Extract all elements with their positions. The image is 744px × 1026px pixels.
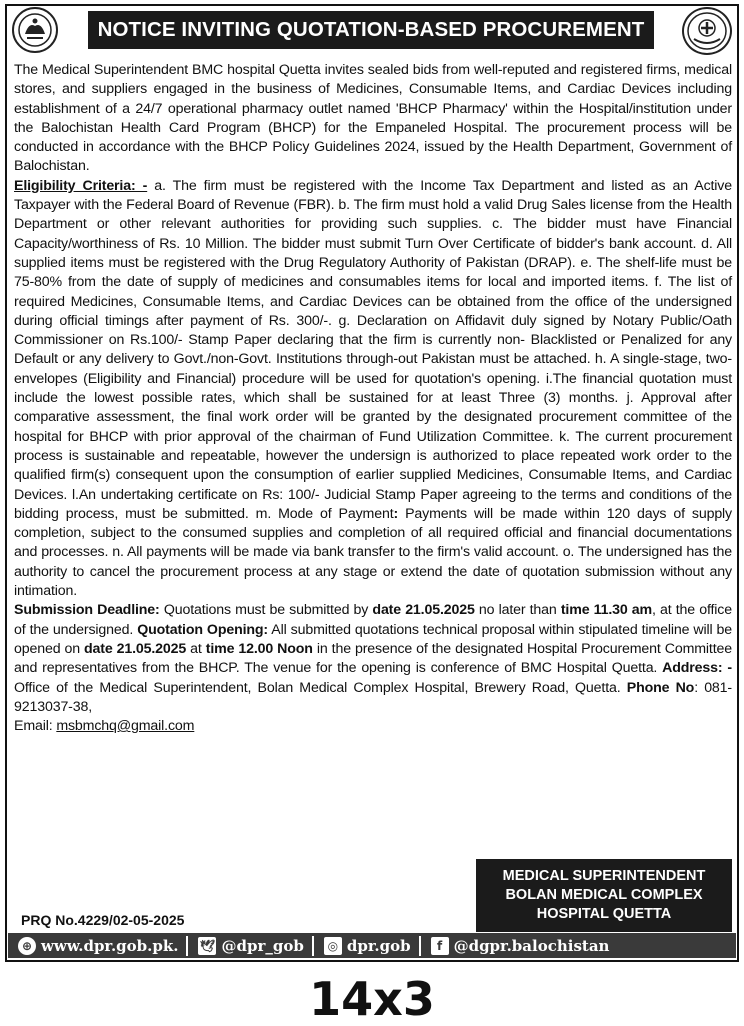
intro-paragraph: The Medical Superintendent BMC hospital Quetta invites sealed bids from well-reputed and registered firms, medical stores, and suppliers engaged in the business of Medicines, Consumable Items, and Cardiac Devices including establishment of a 24/7 operational pharmacy outlet named 'BHCP Pharmacy' within the Hospital/institution under the Balochistan Health Card Program (BHCP) for the Empaneled Hospital. The procurement process will be conducted in accordance with the BHCP Policy Guidelines 2024, issued by the Health Department, Government of Balochistan.	[14, 62, 732, 175]
notice-body	[14, 61, 732, 736]
instagram-icon: ◎	[324, 937, 342, 955]
twitter-icon: 🕊	[199, 938, 216, 953]
submission-label: Submission Deadline:	[14, 602, 160, 619]
health-department-emblem-icon	[682, 7, 732, 55]
facebook-item[interactable]: f @dgpr.balochistan	[431, 937, 610, 955]
facebook-icon: f	[431, 937, 449, 955]
opening-date: date 21.05.2025	[84, 640, 187, 657]
opening-label: Quotation Opening:	[137, 621, 268, 638]
eligibility-paragraph: Eligibility Criteria: - a. The firm must be registered with the Income Tax Department and listed as an Active Taxpayer with the Federal Board of Revenue (FBR). b. The firm must hold a valid Drug Sales license from the Health Department or other relevant authorities for providing such supplies. c. The bidder must have Financial Capacity/worthiness of Rs. 10 Million. The bidder must submit Turn Over Certificate of bidder's bank account. d. All supplied items must be registered with the Drug Regulatory Authority of Pakistan (DRAP). e. The shelf-life must be 75-80% from the date of supply of medicines and consumables items for local and imported items. f. The list of required Medicines, Consumable Items, and Cardiac Devices can be obtained from the office of the undersigned during official timings after payment of Rs. 300/-. g. Declaration on Affidavit duly signed by Notary Public/Oath Commissioner on Rs.100/- Stamp Paper declaring that the firm is currently non- Blacklisted or Penalized for any Default or any delivery to Govt./non-Govt. Institutions through-out Pakistan must be attached. h. A single-stage, two-envelopes (Eligibility and Financial) procedure will be used for quotation's opening. i.The financial quotation must include the lowest possible rates, which shall be sustained for at least Three (3) months. j. Approval after comparative assessment, the final work order will be granted by the designated procurement committee of the hospital for BHCP with prior approval of the chairman of Fund Utilization Committee. k. The current procurement process is sustainable and repeatable, however the undersign is authorized to place repeated work order to the qualified firm(s) consequent upon the consumption of earlier supplied Medicines, Consumable Items, and Cardiac Devices. l.An undertaking certificate on Rs: 100/- Judicial Stamp Paper agreeing to the terms and conditions of the bidding process, must be submitted. m. Mode of Payment: Payments will be made within 120 days of supply completion, subject to the consumed supplies and completion of all required official and financial documentations and processes. n. All payments will be made via bank transfer to the firm's valid account. o. The undersigned has the authority to cancel the procurement process at any stage or extend the date of quotation submission without any intimation. Submission Deadline: Quotations must be submitted by date 21.05.2025 no later than time 11.30 am, at the office of the undersigned. Quotation Opening: All submitted quotations technical proposal within stipulated timeline will be opened on date 21.05.2025 at time 12.00 Noon in the presence of the designated Hospital Procurement Committee and representatives from the BHCP. The venue for the opening is conference of BMC Hospital Quetta. Address: - Office of the Medical Superintendent, Bolan Medical Complex Hospital, Brewery Road, Quetta. Phone No: 081-9213037-38, Email: msbmchq@gmail.com	[14, 177, 733, 735]
divider	[419, 936, 421, 956]
signature-block: MEDICAL SUPERINTENDENT BOLAN MEDICAL COMPLEX HOSPITAL QUETTA	[476, 859, 732, 932]
phone-label: Phone No	[626, 679, 695, 696]
instagram-item[interactable]: ◎ dpr.gob	[324, 937, 411, 955]
footer-bar	[8, 933, 736, 958]
eligibility-heading: Eligibility Criteria: -	[14, 177, 148, 194]
website-item[interactable]: ⊕ www.dpr.gob.pk.	[18, 937, 178, 955]
divider	[312, 936, 314, 956]
submission-time: time 11.30 am	[560, 602, 653, 619]
twitter-item[interactable]: 🕊 @dpr_gob	[199, 936, 304, 955]
opening-time: time 12.00 Noon	[205, 640, 313, 657]
address-label: Address: -	[662, 660, 732, 677]
prq-number: PRQ No.4229/02-05-2025	[21, 912, 185, 928]
submission-date: date 21.05.2025	[372, 602, 475, 619]
notice-title: NOTICE INVITING QUOTATION-BASED PROCUREMENT	[88, 11, 654, 49]
ad-size-label: 14x3	[309, 972, 435, 1026]
divider	[186, 936, 188, 956]
email-link[interactable]: msbmchq@gmail.com	[56, 718, 195, 735]
globe-icon: ⊕	[18, 937, 36, 955]
phone-number: : 081-9213037-38,	[14, 679, 732, 715]
balochistan-emblem-icon	[12, 7, 58, 53]
